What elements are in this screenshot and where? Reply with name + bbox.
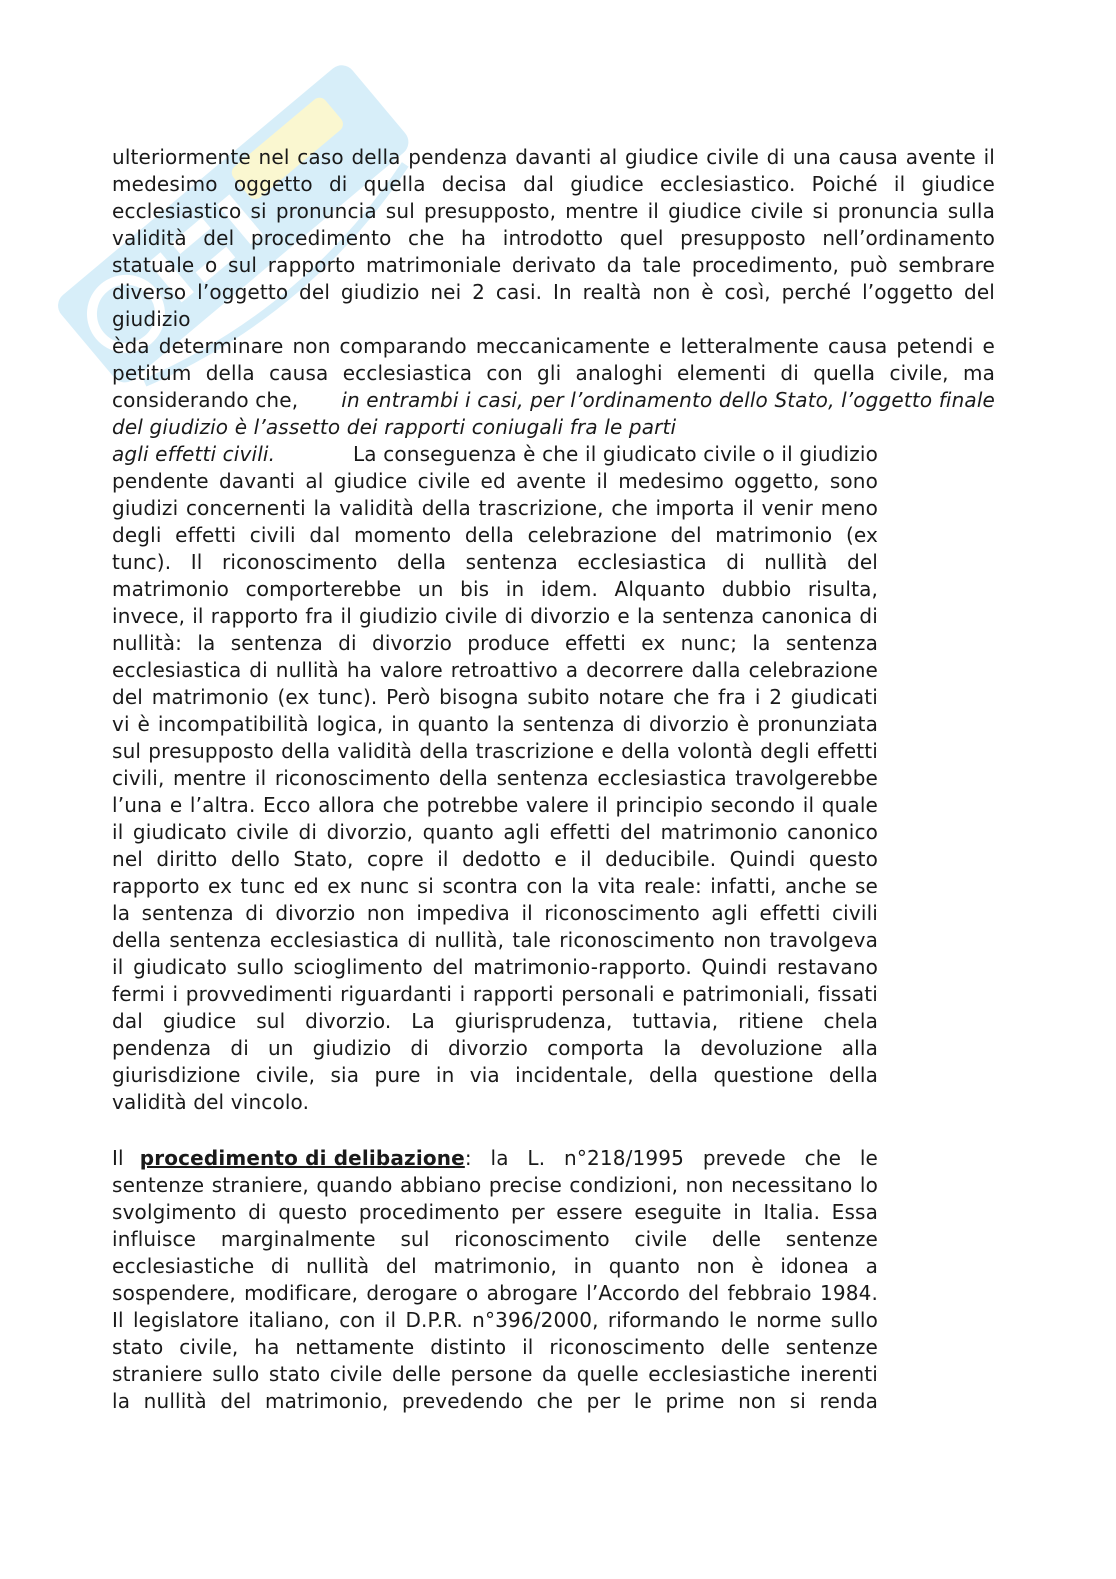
text-segment: : la L. n°218/1995 prevede che le [464, 1146, 878, 1170]
text-line: sospendere, modificare, derogare o abrogare l’Accordo del febbraio 1984. [112, 1281, 878, 1305]
text-line: ecclesiastica di nullità ha valore retroattivo a decorrere dalla celebrazione [112, 658, 878, 682]
text-line: diverso l’oggetto del giudizio nei 2 casi. In realtà non è così, perché l’oggetto del [112, 280, 995, 304]
text-line: pendente davanti al giudice civile ed avente il medesimo oggetto, sono [112, 469, 878, 493]
text-line: straniere sullo stato civile delle persone da quelle ecclesiastiche inerenti [112, 1362, 878, 1386]
text-line: petitum della causa ecclesiastica con gli analoghi elementi di quella civile, ma [112, 361, 995, 385]
text-line: il giudicato civile di divorzio, quanto agli effetti del matrimonio canonico [112, 820, 878, 844]
text-line: statuale o sul rapporto matrimoniale derivato da tale procedimento, può sembrare [112, 253, 995, 277]
text-line: la sentenza di divorzio non impediva il riconoscimento agli effetti civili [112, 901, 878, 925]
text-line: sentenze straniere, quando abbiano precise condizioni, non necessitano lo [112, 1173, 878, 1197]
italic-segment: in entrambi i casi, per l’ordinamento dello Stato, l’oggetto finale [341, 388, 995, 412]
text-line: validità del vincolo. [112, 1090, 310, 1114]
text-line: influisce marginalmente sul riconoscimento civile delle sentenze [112, 1227, 878, 1251]
text-line: matrimonio comporterebbe un bis in idem. Alquanto dubbio risulta, [112, 577, 878, 601]
text-line: sul presupposto della validità della trascrizione e della volontà degli effetti [112, 739, 878, 763]
text-line: nel diritto dello Stato, copre il dedotto e il deducibile. Quindi questo [112, 847, 878, 871]
text-line: fermi i provvedimenti riguardanti i rapporti personali e patrimoniali, fissati [112, 982, 878, 1006]
text-line [112, 441, 878, 468]
text-line: Il legislatore italiano, con il D.P.R. n°396/2000, riformando le norme sullo [112, 1308, 878, 1332]
text-line: ecclesiastiche di nullità del matrimonio, in quanto non è idonea a [112, 1254, 878, 1278]
text-segment: considerando che, [112, 388, 299, 412]
text-line: pendenza di un giudizio di divorzio comporta la devoluzione alla [112, 1036, 878, 1060]
text-line: ulteriormente nel caso della pendenza davanti al giudice civile di una causa avente il [112, 145, 995, 169]
text-line: degli effetti civili dal momento della celebrazione del matrimonio (ex [112, 523, 878, 547]
text-line: vi è incompatibilità logica, in quanto la sentenza di divorzio è pronunziata [112, 712, 878, 736]
text-line: medesimo oggetto di quella decisa dal giudice ecclesiastico. Poiché il giudice [112, 172, 995, 196]
italic-segment: agli effetti civili. [112, 442, 276, 466]
text-line [112, 387, 995, 414]
text-line: giudizio [112, 307, 191, 331]
text-line: la nullità del matrimonio, prevedendo che per le prime non si renda [112, 1389, 878, 1413]
text-line: tunc). Il riconoscimento della sentenza ecclesiastica di nullità del [112, 550, 878, 574]
text-line: rapporto ex tunc ed ex nunc si scontra con la vita reale: infatti, anche se [112, 874, 878, 898]
text-line: svolgimento di questo procedimento per essere eseguite in Italia. Essa [112, 1200, 878, 1224]
text-segment: Il [112, 1146, 124, 1170]
text-line: civili, mentre il riconoscimento della sentenza ecclesiastica travolgerebbe [112, 766, 878, 790]
text-line: l’una e l’altra. Ecco allora che potrebbe valere il principio secondo il quale [112, 793, 878, 817]
section-heading: procedimento di delibazione [139, 1146, 465, 1170]
text-line: invece, il rapporto fra il giudizio civile di divorzio e la sentenza canonica di [112, 604, 878, 628]
text-line: nullità: la sentenza di divorzio produce effetti ex nunc; la sentenza [112, 631, 878, 655]
italic-line: del giudizio è l’assetto dei rapporti coniugali fra le parti [112, 415, 677, 439]
text-line: validità del procedimento che ha introdotto quel presupposto nell’ordinamento [112, 226, 995, 250]
text-line: giurisdizione civile, sia pure in via incidentale, della questione della [112, 1063, 878, 1087]
section-heading-line [112, 1145, 878, 1172]
text-line: dal giudice sul divorzio. La giurisprudenza, tuttavia, ritiene chela [112, 1009, 878, 1033]
text-line: stato civile, ha nettamente distinto il riconoscimento delle sentenze [112, 1335, 878, 1359]
text-line: giudizi concernenti la validità della trascrizione, che importa il venir meno [112, 496, 878, 520]
text-line: del matrimonio (ex tunc). Però bisogna subito notare che fra i 2 giudicati [112, 685, 878, 709]
text-line: il giudicato sullo scioglimento del matrimonio-rapporto. Quindi restavano [112, 955, 878, 979]
text-segment: La conseguenza è che il giudicato civile o il giudizio [353, 442, 878, 466]
text-line: èda determinare non comparando meccanicamente e letteralmente causa petendi e [112, 334, 995, 358]
text-line: della sentenza ecclesiastica di nullità, tale riconoscimento non travolgeva [112, 928, 878, 952]
text-line: ecclesiastico si pronuncia sul presupposto, mentre il giudice civile si pronuncia sulla [112, 199, 995, 223]
